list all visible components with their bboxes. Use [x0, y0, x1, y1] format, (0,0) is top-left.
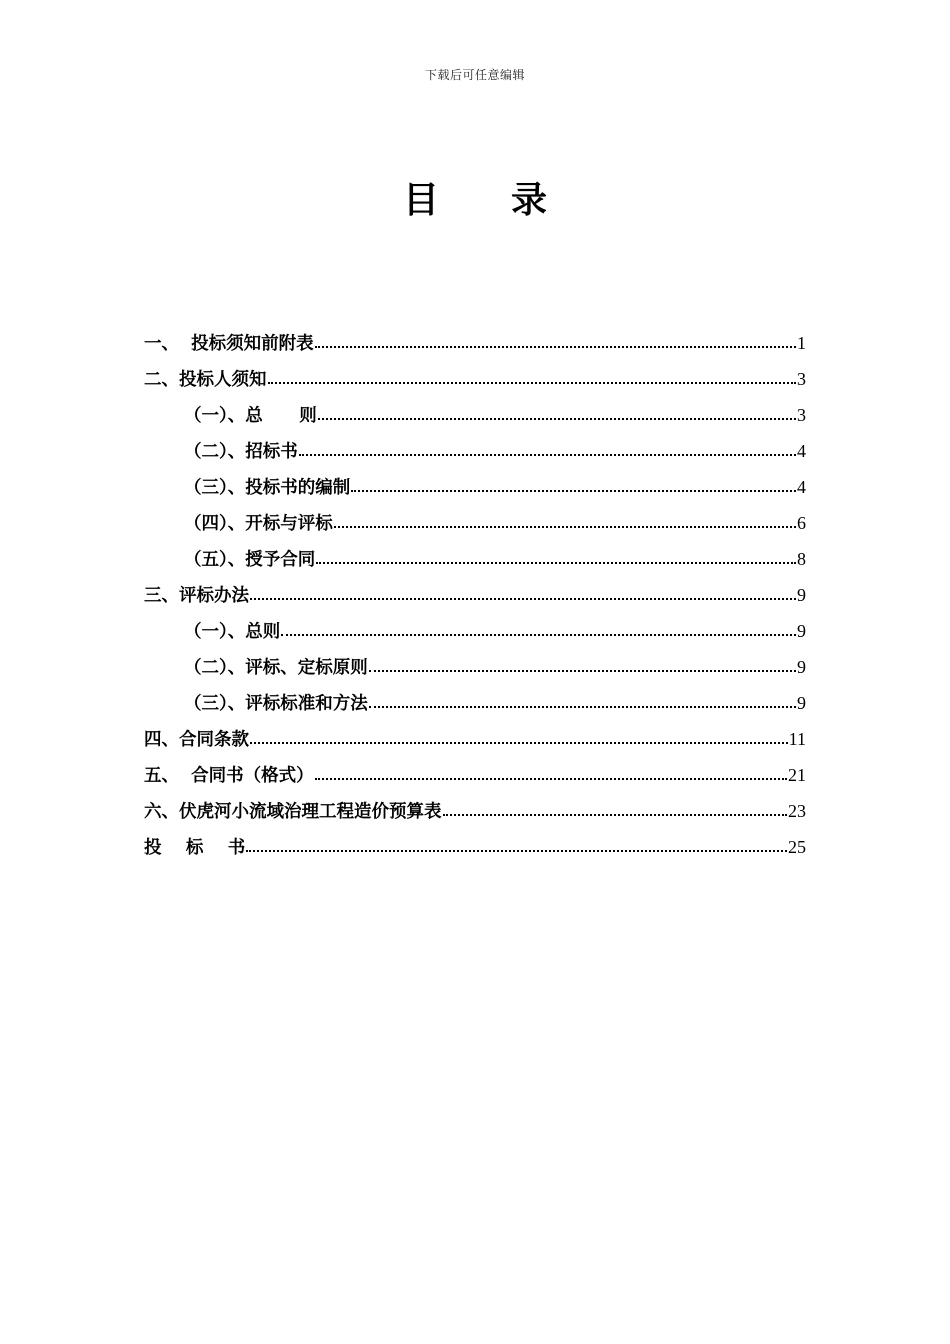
toc-entry-page: 9: [797, 657, 806, 677]
toc-entry-label: （一）、总 则: [184, 406, 317, 426]
toc-entry-page: 9: [797, 621, 806, 641]
toc-entry-label: 六、伏虎河小流域治理工程造价预算表: [144, 802, 442, 822]
page-header-note: 下载后可任意编辑: [424, 68, 525, 82]
toc-leader-dots: [351, 475, 796, 493]
toc-entry-page: 1: [797, 333, 806, 353]
toc-entry-page: 3: [797, 369, 806, 389]
toc-leader-dots: [250, 583, 796, 601]
toc-leader-dots: [318, 403, 796, 421]
toc-entry[interactable]: [144, 618, 806, 654]
toc-entry-label: （五）、授予合同: [184, 550, 316, 570]
toc-entry-label: 四、合同条款: [144, 730, 249, 750]
toc-leader-dots: [315, 331, 796, 349]
toc-leader-dots: [299, 439, 796, 457]
toc-entry-label: （一）、总则: [184, 622, 281, 642]
toc-entry-page: 4: [797, 441, 806, 461]
toc-leader-dots: [250, 727, 788, 745]
toc-entry-page: 25: [788, 837, 806, 857]
table-of-contents: [144, 330, 806, 870]
toc-entry[interactable]: [144, 762, 806, 798]
page-title-char-2: 录: [511, 179, 548, 221]
toc-entry-label: 二、投标人须知: [144, 370, 267, 390]
toc-leader-dots: [281, 619, 796, 637]
toc-entry[interactable]: [144, 438, 806, 474]
toc-entry-label: （三）、投标书的编制: [184, 478, 351, 498]
toc-entry[interactable]: [144, 510, 806, 546]
toc-entry[interactable]: [144, 546, 806, 582]
toc-entry[interactable]: [144, 366, 806, 402]
toc-entry-label: （二）、评标、定标原则: [184, 658, 368, 678]
toc-entry-label: （二）、招标书: [184, 442, 298, 462]
toc-entry-page: 4: [797, 477, 806, 497]
toc-entry-label: （三）、评标标准和方法: [184, 694, 368, 714]
toc-entry-page: 3: [797, 405, 806, 425]
toc-entry-label: 三、评标办法: [144, 586, 249, 606]
toc-entry-page: 23: [788, 801, 806, 821]
toc-leader-dots: [315, 763, 787, 781]
toc-leader-dots: [334, 511, 796, 529]
toc-entry-label: 五、 合同书（格式）: [144, 766, 314, 786]
page-title-char-1: 目: [402, 179, 439, 221]
toc-entry-page: 11: [788, 729, 806, 749]
toc-entry[interactable]: [144, 474, 806, 510]
toc-entry[interactable]: [144, 654, 806, 690]
toc-entry-label: 投 标 书: [144, 838, 246, 858]
toc-entry[interactable]: [144, 798, 806, 834]
toc-leader-dots: [316, 547, 796, 565]
toc-entry[interactable]: [144, 726, 806, 762]
toc-entry[interactable]: [144, 582, 806, 618]
toc-entry-label: （四）、开标与评标: [184, 514, 333, 534]
page-title: [0, 172, 950, 223]
toc-entry-page: 21: [788, 765, 806, 785]
toc-entry-label: 一、 投标须知前附表: [144, 334, 314, 354]
toc-entry[interactable]: [144, 834, 806, 870]
toc-leader-dots: [268, 367, 797, 385]
toc-entry-page: 9: [797, 693, 806, 713]
toc-entry[interactable]: [144, 402, 806, 438]
toc-entry-page: 8: [797, 549, 806, 569]
toc-entry-page: 9: [797, 585, 806, 605]
toc-entry[interactable]: [144, 690, 806, 726]
toc-leader-dots: [246, 835, 787, 853]
toc-leader-dots: [369, 691, 796, 709]
toc-entry-page: 6: [797, 513, 806, 533]
toc-entry[interactable]: [144, 330, 806, 366]
toc-leader-dots: [369, 655, 796, 673]
toc-leader-dots: [443, 799, 788, 817]
